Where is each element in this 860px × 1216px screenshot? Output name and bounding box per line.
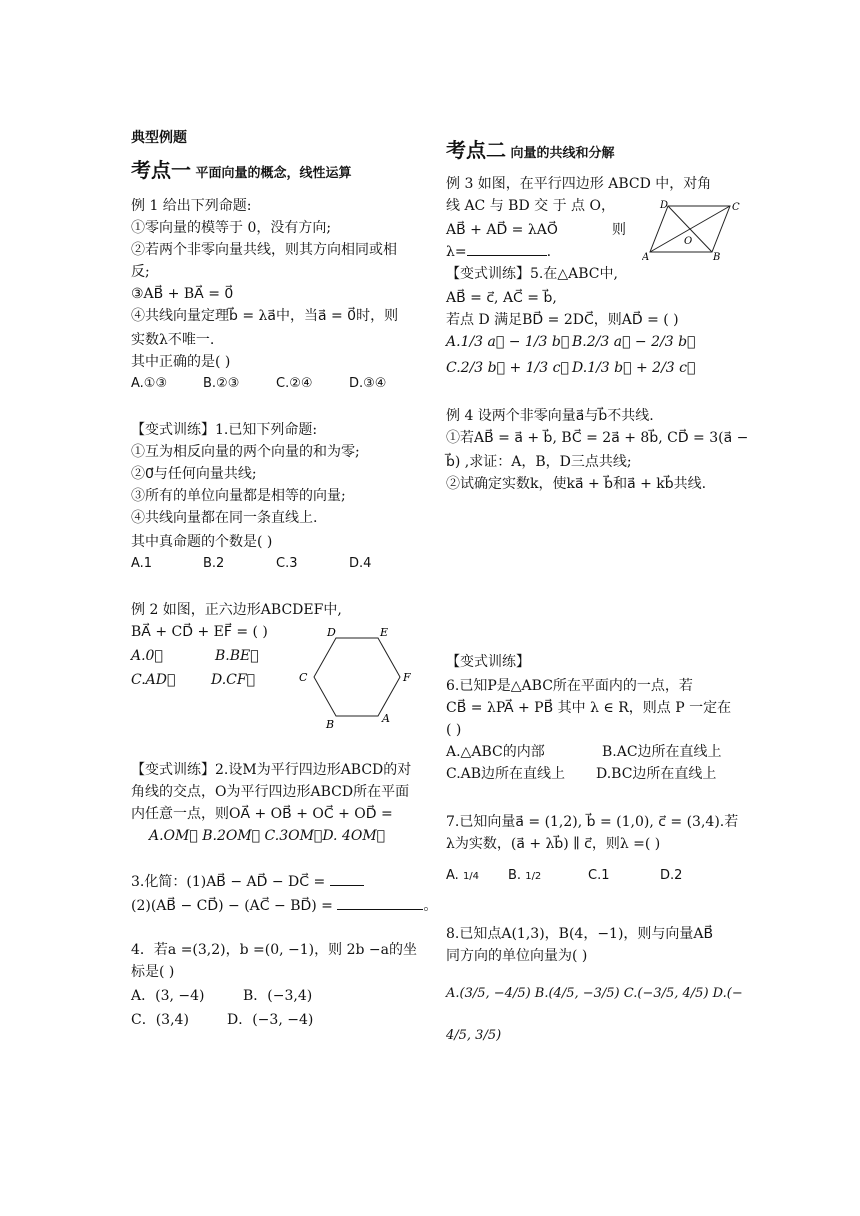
q3-line1	[131, 872, 364, 892]
ex1-item2a: ②若两个非零向量共线，则其方向相同或相	[131, 242, 397, 258]
bs2-line2: 角线的交点，O为平行四边形ABCD所在平面	[131, 784, 410, 800]
ex1-option-d[interactable]: D.③④	[349, 376, 387, 391]
bs6-line3: ( )	[446, 722, 462, 738]
hex-label-b: B	[326, 718, 335, 730]
ex1-item2b: 反;	[131, 264, 150, 280]
ex3-then: 则	[612, 222, 626, 238]
q4-option-c[interactable]: C．(3,4)	[131, 1012, 189, 1028]
par-label-c: C	[732, 202, 740, 213]
ex3-line4: λ= .	[446, 244, 552, 260]
q4-line1: 4．若a =(3,2)，b =(0, −1)，则 2b −a的坐	[131, 942, 417, 958]
bs2-line3: 内任意一点，则OA⃗ + OB⃗ + OC⃗ + OD⃗ =	[131, 806, 393, 822]
bs6-option-b[interactable]: B.AC边所在直线上	[602, 744, 722, 760]
q7-line1: 7.已知向量a⃗ = (1,2), b⃗ = (1,0), c⃗ = (3,4).若	[446, 814, 739, 830]
bs5-option-d[interactable]: D.1/3 b⃗ + 2/3 c⃗	[572, 360, 696, 376]
kd1-heading	[131, 160, 351, 184]
bs6-line2: CB⃗ = λPA⃗ + PB⃗ 其中 λ ∈ R，则点 P 一定在	[446, 700, 732, 716]
bs2-options[interactable]: A.OM⃗ B.2OM⃗ C.3OM⃗D. 4OM⃗	[149, 828, 386, 844]
bs5-line2: AB⃗ = c⃗, AC⃗ = b⃗,	[446, 290, 557, 306]
q3-end: 。	[423, 898, 438, 914]
kd1-title: 考点一	[131, 158, 191, 182]
hex-label-f: F	[403, 671, 411, 684]
bs1-intro: 【变式训练】1.已知下列命题:	[131, 422, 318, 438]
bs1-option-c[interactable]: C.3	[276, 556, 298, 571]
bs1-item4: ④共线向量都在同一条直线上.	[131, 510, 318, 526]
bs5-line1: 【变式训练】5.在△ABC中,	[446, 266, 618, 282]
ex3-line2: 线 AC 与 BD 交 于 点 O，	[446, 198, 615, 214]
par-label-o: O	[684, 236, 693, 247]
ex2-option-b[interactable]: B.BE⃗	[215, 648, 259, 664]
ex2-option-c[interactable]: C.AD⃗	[131, 672, 176, 688]
q4-option-d[interactable]: D．(−3, −4)	[227, 1012, 314, 1028]
ex1-option-a[interactable]: A.①③	[131, 376, 168, 391]
q4-option-b[interactable]: B．(−3,4)	[243, 988, 313, 1004]
bs1-option-b[interactable]: B.2	[203, 556, 225, 571]
bs5-line3: 若点 D 满足BD⃗ = 2DC⃗，则AD⃗ = ( )	[446, 312, 679, 328]
ex1-intro: 例 1 给出下列命题:	[131, 198, 252, 214]
q3-part2: (2)(AB⃗ − CD⃗) − (AC⃗ − BD⃗) =	[131, 898, 333, 914]
q3-line2	[131, 896, 437, 916]
q3-blank1[interactable]	[330, 885, 364, 886]
q3-blank2[interactable]	[337, 909, 423, 910]
section-header: 典型例题	[131, 130, 187, 146]
kd1-subtitle: 平面向量的概念，线性运算	[195, 166, 352, 181]
q8-options-cont: 4/5, 3/5)	[446, 1028, 502, 1043]
bs2-line1: 【变式训练】2.设M为平行四边形ABCD的对	[131, 762, 412, 778]
par-label-a: A	[642, 252, 650, 263]
bs6-option-d[interactable]: D.BC边所在直线上	[596, 766, 717, 782]
kd2-title: 考点二	[446, 138, 506, 162]
q8-line2: 同方向的单位向量为( )	[446, 948, 588, 964]
q8-options[interactable]: A.(3/5, −4/5) B.(4/5, −3/5) C.(−3/5, 4/5) D.(−	[446, 986, 743, 1001]
ex4-line3: b⃗) ,求证：A，B，D三点共线;	[446, 454, 632, 470]
ex1-item3: ③AB⃗ + BA⃗ = 0⃗	[131, 286, 234, 302]
ex2-equation: BA⃗ + CD⃗ + EF⃗ = ( )	[131, 624, 268, 640]
kd2-subtitle: 向量的共线和分解	[510, 146, 615, 161]
bs1-item3: ③所有的单位向量都是相等的向量;	[131, 488, 346, 504]
ex1-item4a: ④共线向量定理b⃗ = λa⃗中，当a⃗ = 0⃗时，则	[131, 308, 399, 324]
q7-option-b[interactable]: B. 1/2	[508, 868, 542, 883]
hex-label-d: D	[327, 626, 336, 639]
bs6-head: 【变式训练】	[446, 654, 530, 670]
bs5-option-c[interactable]: C.2/3 b⃗ + 1/3 c⃗	[446, 360, 569, 376]
ex2-intro: 例 2 如图，正六边形ABCDEF中,	[131, 602, 342, 618]
bs1-option-d[interactable]: D.4	[349, 556, 372, 571]
bs6-line1: 6.已知P是△ABC所在平面内的一点，若	[446, 678, 693, 694]
bs1-question: 其中真命题的个数是( )	[131, 534, 273, 550]
bs5-option-a[interactable]: A.1/3 a⃗ − 1/3 b⃗	[446, 334, 570, 350]
bs6-option-c[interactable]: C.AB边所在直线上	[446, 766, 566, 782]
bs5-option-b[interactable]: B.2/3 a⃗ − 2/3 b⃗	[572, 334, 696, 350]
ex2-option-d[interactable]: D.CF⃗	[211, 672, 256, 688]
ex1-item1: ①零向量的模等于 0，没有方向;	[131, 220, 332, 236]
ex1-item4b: 实数λ不唯一.	[131, 332, 215, 348]
ex3-blank[interactable]	[467, 255, 547, 256]
hex-label-a: A	[382, 712, 390, 725]
ex3-equation: AB⃗ + AD⃗ = λAO⃗	[446, 222, 558, 238]
q3-part1: 3.化简：(1)AB⃗ − AD⃗ − DC⃗ =	[131, 874, 326, 890]
q7-line2: λ为实数，(a⃗ + λb⃗) ∥ c⃗，则λ =( )	[446, 836, 661, 852]
q7-option-a[interactable]: A. 1/4	[446, 868, 480, 883]
ex1-question: 其中正确的是( )	[131, 354, 231, 370]
bs1-option-a[interactable]: A.1	[131, 556, 153, 571]
ex1-option-b[interactable]: B.②③	[203, 376, 240, 391]
q8-line1: 8.已知点A(1,3)，B(4，−1)，则与向量AB⃗	[446, 926, 714, 942]
bs1-item1: ①互为相反向量的两个向量的和为零;	[131, 444, 360, 460]
bs6-option-a[interactable]: A.△ABC的内部	[446, 744, 545, 760]
hex-label-c: C	[299, 671, 308, 684]
bs1-item2: ②0⃗与任何向量共线;	[131, 466, 257, 482]
hexagon-figure	[296, 622, 426, 730]
hex-label-e: E	[380, 626, 389, 639]
par-label-b: B	[713, 252, 721, 263]
ex3-line1: 例 3 如图，在平行四边形 ABCD 中，对角	[446, 176, 712, 192]
ex1-option-c[interactable]: C.②④	[276, 376, 313, 391]
par-label-d: D	[660, 200, 669, 211]
ex3-line3	[446, 220, 626, 240]
ex4-line1: 例 4 设两个非零向量a⃗与b⃗不共线.	[446, 408, 654, 424]
kd2-heading	[446, 140, 614, 164]
ex4-line4: ②试确定实数k，使ka⃗ + b⃗和a⃗ + kb⃗共线.	[446, 476, 707, 492]
ex4-line2: ①若AB⃗ = a⃗ + b⃗, BC⃗ = 2a⃗ + 8b⃗, CD⃗ = 3(a⃗ −	[446, 430, 749, 446]
ex2-option-a[interactable]: A.0⃗	[131, 648, 163, 664]
q4-line2: 标是( )	[131, 964, 175, 980]
q7-option-c[interactable]: C.1	[588, 868, 610, 883]
q4-option-a[interactable]: A．(3, −4)	[131, 988, 205, 1004]
parallelogram-figure	[642, 196, 746, 264]
hexagon-shape	[314, 638, 400, 716]
ex3-lambda: λ=	[446, 244, 467, 260]
q7-option-d[interactable]: D.2	[660, 868, 683, 883]
